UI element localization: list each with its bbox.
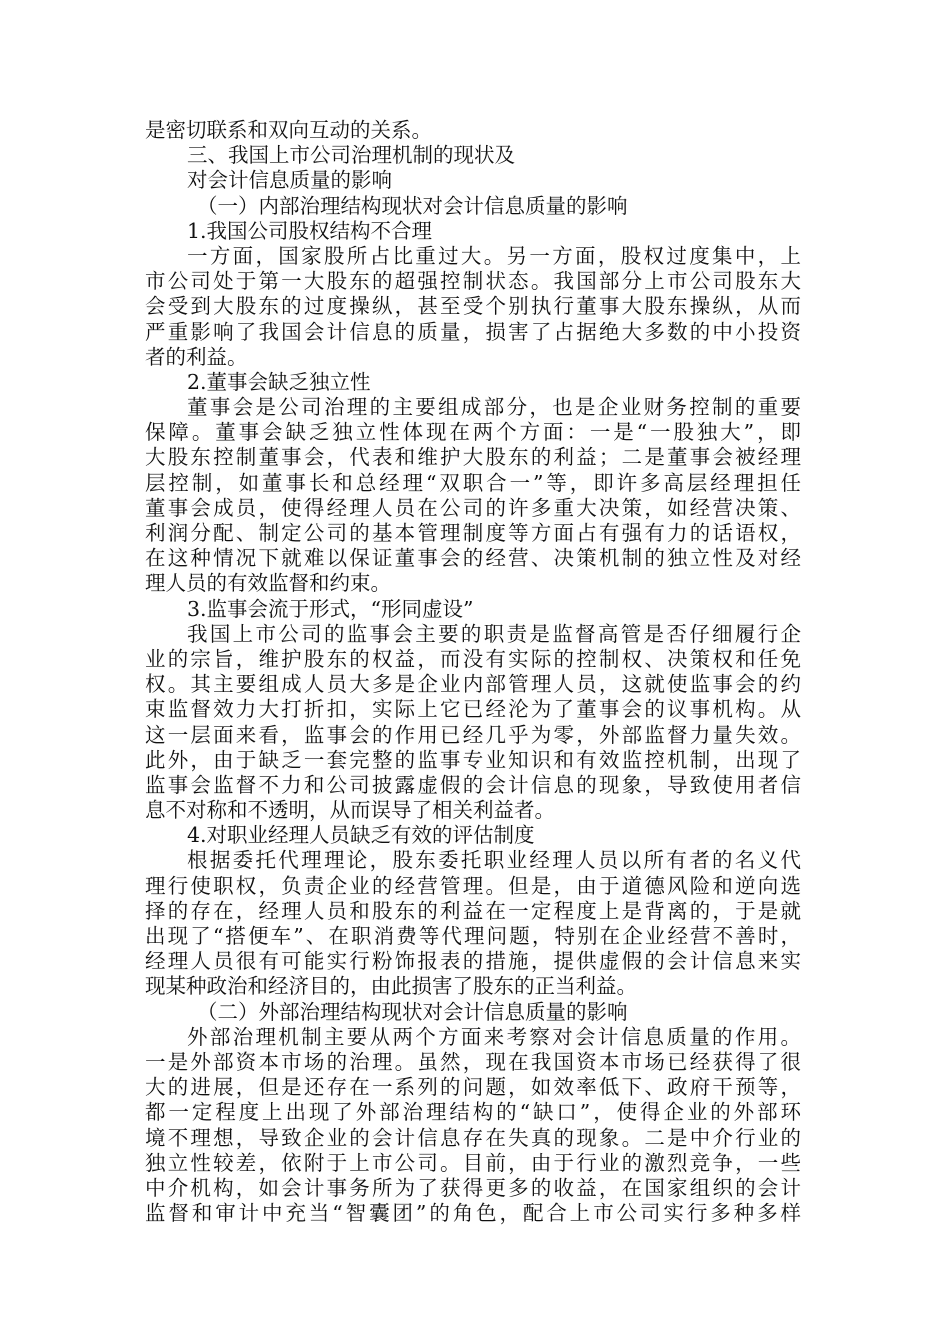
text-line: 择的存在，经理人员和股东的利益在一定程度上是背离的，于是就 bbox=[145, 898, 801, 923]
text-line: 根据委托代理理论，股东委托职业经理人员以所有者的名义代 bbox=[187, 848, 801, 873]
text-line: 利润分配、制定公司的基本管理制度等方面占有强有力的话语权， bbox=[145, 521, 801, 545]
text-line: 境不理想，导致企业的会计信息存在失真的现象。二是中介行业的 bbox=[145, 1125, 801, 1150]
text-line: 保障。董事会缺乏独立性体现在两个方面：一是“一股独大”，即 bbox=[145, 420, 801, 445]
text-line: 会受到大股东的过度操纵，甚至受个别执行董事大股东操纵，从而 bbox=[145, 294, 801, 319]
text-line: 现某种政治和经济目的，由此损害了股东的正当利益。 bbox=[145, 974, 637, 999]
text-line: 三、我国上市公司治理机制的现状及 bbox=[187, 143, 515, 168]
text-line: 一是外部资本市场的治理。虽然，现在我国资本市场已经获得了很 bbox=[145, 1049, 801, 1074]
text-line: 严重影响了我国会计信息的质量，损害了占据绝大多数的中小投资 bbox=[145, 319, 801, 344]
text-line: （二）外部治理结构现状对会计信息质量的影响 bbox=[197, 999, 628, 1024]
text-line: 4.对职业经理人员缺乏有效的评估制度 bbox=[187, 823, 535, 848]
text-line: 是密切联系和双向互动的关系。 bbox=[145, 118, 432, 142]
text-line: 中介机构，如会计事务所为了获得更多的收益，在国家组织的会计 bbox=[145, 1175, 801, 1200]
text-line: 大的进展，但是还存在一系列的问题，如效率低下、政府干预等， bbox=[145, 1075, 801, 1100]
text-line: 此外，由于缺乏一套完整的监事专业知识和有效监控机制，出现了 bbox=[145, 747, 801, 772]
text-line: 市公司处于第一大股东的超强控制状态。我国部分上市公司股东大 bbox=[145, 269, 801, 294]
text-line: 息不对称和不透明，从而误导了相关利益者。 bbox=[145, 798, 555, 823]
text-line: 层控制，如董事长和总经理“双职合一”等，即许多高层经理担任 bbox=[145, 470, 801, 495]
text-line: 独立性较差，依附于上市公司。目前，由于行业的激烈竞争，一些 bbox=[145, 1150, 801, 1175]
text-line: （一）内部治理结构现状对会计信息质量的影响 bbox=[197, 193, 628, 218]
text-line: 3.监事会流于形式，“形同虚设” bbox=[187, 596, 474, 621]
text-line: 业的宗旨，维护股东的权益，而没有实际的控制权、决策权和任免 bbox=[145, 646, 801, 671]
text-line: 2.董事会缺乏独立性 bbox=[187, 369, 371, 394]
text-line: 大股东控制董事会，代表和维护大股东的利益；二是董事会被经理 bbox=[145, 445, 801, 470]
text-line: 这一层面来看，监事会的作用已经几乎为零，外部监督力量失效。 bbox=[145, 722, 801, 747]
text-line: 对会计信息质量的影响 bbox=[187, 168, 392, 193]
document-body bbox=[145, 118, 801, 1226]
text-line: 我国上市公司的监事会主要的职责是监督高管是否仔细履行企 bbox=[187, 621, 801, 646]
text-line: 都一定程度上出现了外部治理结构的“缺口”，使得企业的外部环 bbox=[145, 1100, 801, 1125]
text-line: 权。其主要组成人员大多是企业内部管理人员，这就使监事会的约 bbox=[145, 672, 801, 697]
text-line: 理行使职权，负责企业的经营管理。但是，由于道德风险和逆向选 bbox=[145, 873, 801, 898]
text-line: 经理人员很有可能实行粉饰报表的措施，提供虚假的会计信息来实 bbox=[145, 949, 801, 974]
text-line: 1.我国公司股权结构不合理 bbox=[187, 218, 433, 243]
text-line: 理人员的有效监督和约束。 bbox=[145, 571, 391, 596]
text-line: 束监督效力大打折扣，实际上它已经沦为了董事会的议事机构。从 bbox=[145, 697, 801, 722]
text-line: 外部治理机制主要从两个方面来考察对会计信息质量的作用。 bbox=[187, 1024, 801, 1049]
text-line: 董事会成员，使得经理人员在公司的许多重大决策，如经营决策、 bbox=[145, 495, 801, 520]
text-line: 监事会监督不力和公司披露虚假的会计信息的现象，导致使用者信 bbox=[145, 772, 801, 797]
text-line: 者的利益。 bbox=[145, 344, 248, 369]
text-line: 出现了“搭便车”、在职消费等代理问题，特别在企业经营不善时， bbox=[145, 924, 801, 948]
text-line: 董事会是公司治理的主要组成部分，也是企业财务控制的重要 bbox=[187, 395, 801, 420]
text-line: 在这种情况下就难以保证董事会的经营、决策机制的独立性及对经 bbox=[145, 546, 801, 571]
text-line: 监督和审计中充当“智囊团”的角色，配合上市公司实行多种多样 bbox=[145, 1201, 801, 1226]
text-line: 一方面，国家股所占比重过大。另一方面，股权过度集中，上 bbox=[187, 243, 801, 268]
